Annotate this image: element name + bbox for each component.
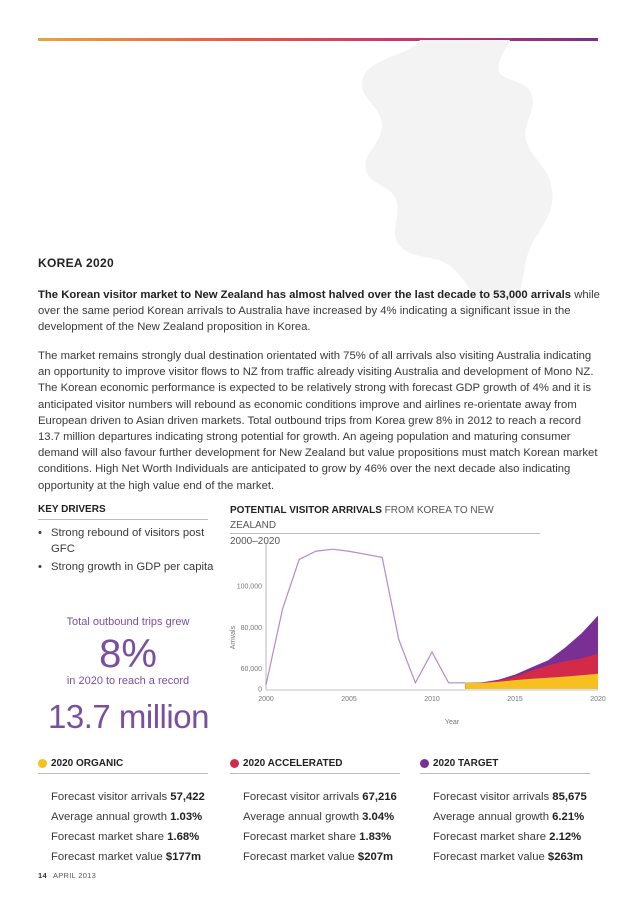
row-value: 85,675 <box>552 791 587 803</box>
row-value: 1.03% <box>170 811 203 823</box>
scenario-header <box>38 758 208 774</box>
scenario-row <box>243 787 415 807</box>
scenario-row <box>51 807 223 827</box>
row-label: Average annual growth <box>433 811 553 823</box>
scenario-row <box>51 787 223 807</box>
y-tick-label: 100,000 <box>236 583 262 591</box>
x-tick-label: 2015 <box>507 696 523 703</box>
row-label: Forecast market share <box>51 831 168 843</box>
scenario-title: 2020 ACCELERATED <box>243 758 343 769</box>
key-drivers-list <box>38 526 218 579</box>
row-value: 3.04% <box>362 811 395 823</box>
stat-label-bottom: in 2020 to reach a record <box>66 675 190 687</box>
scenario-organic <box>38 758 223 867</box>
row-value: 57,422 <box>170 791 205 803</box>
x-tick-label: 2005 <box>341 696 357 703</box>
scenario-target <box>420 758 605 867</box>
korea-map-illustration <box>300 40 630 310</box>
y-tick-label: 80,000 <box>240 624 262 632</box>
row-label: Forecast market share <box>243 831 360 843</box>
key-driver-item: • Strong growth in GDP per capita <box>38 560 218 576</box>
scenario-title: 2020 ORGANIC <box>51 758 124 769</box>
scenario-title: 2020 TARGET <box>433 758 499 769</box>
historical-arrivals-line <box>266 549 465 685</box>
body-paragraph: The market remains strongly dual destination orientated with 75% of all arrivals also visiting Australia indicating an opportunity to improve visitor flows to NZ from traffic already visiting Australia and development of Mono NZ. The Korean economic performance is expected to be relatively strong with forecast GDP growth of 4% and it is anticipated visitor numbers will rebound as economic conditions improve and airlines re-orientate away from European driven to Asian driven markets. Total outbound trips from Korea grew 8% in 2012 to reach a record 13.7 million departures indicating strong potential for growth. An ageing population and maturing consumer demand will also favour further development for New Zealand but value propositions must match Korean market conditions. High Net Worth Individuals are anticipated to grow by 46% over the next decade also indicating opportunity at the high value end of the market. <box>38 350 598 492</box>
x-tick-label: 2010 <box>424 696 440 703</box>
intro-lead: The Korean visitor market to New Zealand has almost halved over the last decade to 53,000 arrivals <box>38 289 572 301</box>
chart-title-rest: FROM KOREA TO NEW ZEALAND <box>230 505 494 531</box>
row-label: Forecast visitor arrivals <box>51 791 171 803</box>
x-tick-label: 2000 <box>258 696 274 703</box>
row-label: Forecast market value <box>433 851 548 863</box>
row-label: Average annual growth <box>243 811 363 823</box>
row-value: 1.68% <box>167 831 200 843</box>
scenario-row <box>51 827 223 847</box>
scenario-row <box>433 827 605 847</box>
intro-paragraph <box>38 287 603 336</box>
scenario-dot-icon <box>230 759 239 768</box>
scenario-dot-icon <box>420 759 429 768</box>
x-axis-title: Year <box>444 719 460 726</box>
row-value: $263m <box>547 851 584 863</box>
korea-map-shape <box>362 40 553 310</box>
intro-rest: while over the same period Korean arrivals to Australia have increased by 4% indicating a significant issue in the development of the New Zealand proposition in Korea. <box>38 289 600 334</box>
x-tick-label: 2020 <box>590 696 606 703</box>
page-number: 14 <box>38 871 47 880</box>
stat-big-number: 8% <box>99 632 157 676</box>
scenario-header <box>420 758 590 774</box>
stat-million: 13.7 million <box>48 698 209 735</box>
row-value: $207m <box>357 851 394 863</box>
scenario-row <box>433 847 605 867</box>
row-label: Forecast market value <box>51 851 166 863</box>
chart-title-years: 2000–2020 <box>230 536 281 547</box>
scenario-header <box>230 758 400 774</box>
scenario-row <box>243 807 415 827</box>
row-label: Forecast visitor arrivals <box>243 791 363 803</box>
chart-title-bold: POTENTIAL VISITOR ARRIVALS <box>230 505 382 516</box>
row-value: $177m <box>165 851 202 863</box>
row-value: 67,216 <box>362 791 397 803</box>
y-axis-title: Arrivals <box>230 625 237 650</box>
row-label: Average annual growth <box>51 811 171 823</box>
scenario-dot-icon <box>38 759 47 768</box>
footer-date: APRIL 2013 <box>52 871 97 880</box>
page-footer <box>38 871 96 880</box>
scenario-row <box>433 807 605 827</box>
row-value: 6.21% <box>552 811 585 823</box>
row-value: 1.83% <box>359 831 392 843</box>
key-driver-item: • Strong rebound of visitors post GFC <box>38 526 218 557</box>
scenario-accelerated <box>230 758 415 867</box>
scenario-row <box>51 847 223 867</box>
y-tick-label: 60,000 <box>240 665 262 673</box>
row-label: Forecast market value <box>243 851 358 863</box>
row-value: 2.12% <box>549 831 582 843</box>
scenario-row <box>243 827 415 847</box>
arrivals-chart <box>218 535 608 740</box>
scenario-row <box>243 847 415 867</box>
row-label: Forecast visitor arrivals <box>433 791 553 803</box>
key-drivers-title: KEY DRIVERS <box>38 504 208 520</box>
scenario-row <box>433 787 605 807</box>
section-title: KOREA 2020 <box>38 256 114 270</box>
row-label: Forecast market share <box>433 831 550 843</box>
stat-label-top: Total outbound trips grew <box>66 616 190 628</box>
y-tick-label: 0 <box>258 686 262 694</box>
